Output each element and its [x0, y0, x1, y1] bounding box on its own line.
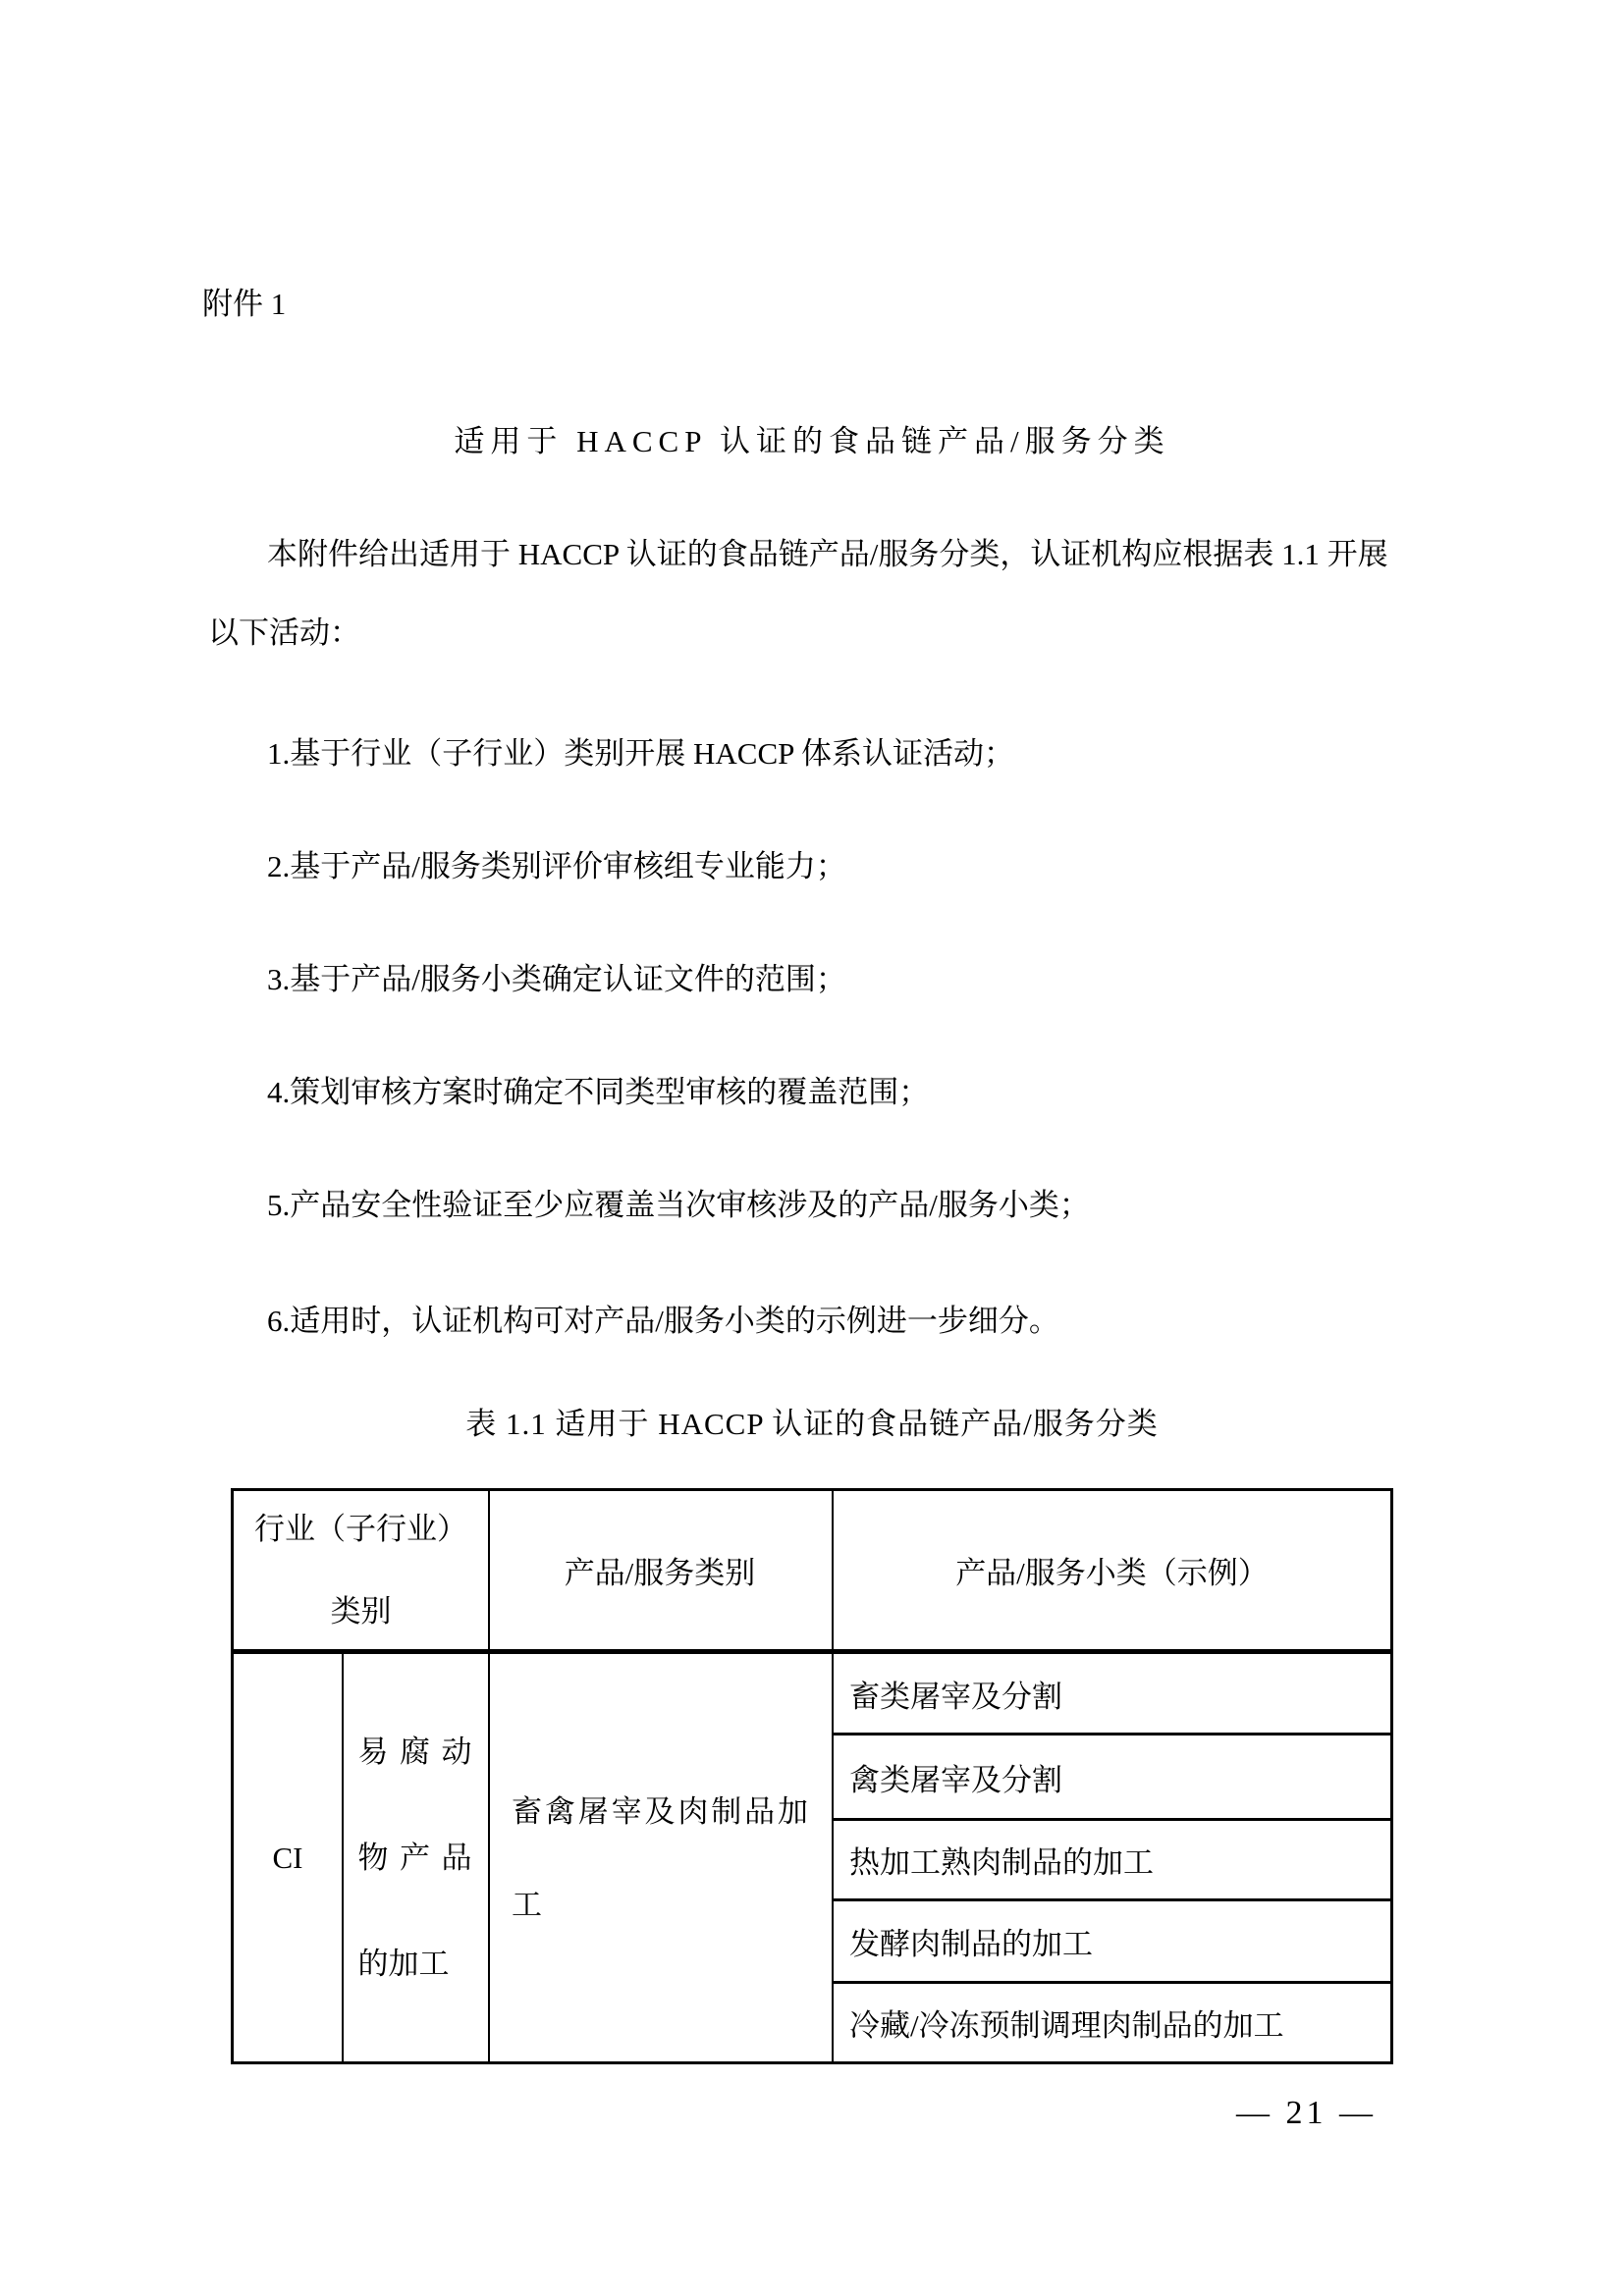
table-cell-category — [490, 1654, 830, 2061]
table-cell-industry-name-text: 易腐动物产品的加工 — [357, 1734, 472, 1981]
table-header-industry — [234, 1491, 488, 1649]
table-cell-subcategory-1: 畜类屠宰及分割 — [849, 1679, 1062, 1714]
activity-item-2: 2.基于产品/服务类别评价审核组专业能力； — [267, 849, 846, 883]
table-header-category: 产品/服务类别 — [564, 1556, 756, 1590]
attachment-label: 附件 1 — [202, 287, 287, 321]
table-cell-category-text: 畜禽屠宰及肉制品加工 — [512, 1793, 808, 1922]
activity-item-1: 1.基于行业（子行业）类别开展 HACCP 体系认证活动； — [267, 736, 1014, 771]
table-cell-subcategory-3: 热加工熟肉制品的加工 — [849, 1845, 1154, 1880]
table-cell-subcategory-5: 冷藏/冷冻预制调理肉制品的加工 — [849, 2008, 1284, 2043]
activity-item-5: 5.产品安全性验证至少应覆盖当次审核涉及的产品/服务小类； — [267, 1188, 1090, 1222]
intro-paragraph-line1: 本附件给出适用于 HACCP 认证的食品链产品/服务分类，认证机构应根据表 1.1 开展 — [267, 537, 1388, 571]
activity-item-3: 3.基于产品/服务小类确定认证文件的范围； — [267, 962, 846, 996]
table-header-subcategory: 产品/服务小类（示例） — [955, 1556, 1269, 1590]
table-cell-industry-name — [344, 1654, 486, 2061]
activity-item-4: 4.策划审核方案时确定不同类型审核的覆盖范围； — [267, 1075, 930, 1109]
classification-table — [231, 1488, 1393, 2064]
table-cell-subcategory-4: 发酵肉制品的加工 — [849, 1927, 1093, 1961]
table-header-industry-line1: 行业（子行业） — [254, 1511, 467, 1546]
activity-item-6: 6.适用时，认证机构可对产品/服务小类的示例进一步细分。 — [267, 1304, 1059, 1338]
table-cell-industry-code: CI — [272, 1840, 303, 1875]
table-border-bottom — [231, 2061, 1393, 2064]
intro-paragraph-line2: 以下活动： — [208, 615, 360, 650]
page-number: — 21 — — [1236, 2095, 1377, 2131]
table-caption: 表 1.1 适用于 HACCP 认证的食品链产品/服务分类 — [465, 1407, 1159, 1441]
table-header-industry-line2: 类别 — [330, 1593, 392, 1629]
table-cell-subcategory-2: 禽类屠宰及分割 — [849, 1762, 1062, 1797]
document-title: 适用于 HACCP 认证的食品链产品/服务分类 — [454, 424, 1170, 458]
